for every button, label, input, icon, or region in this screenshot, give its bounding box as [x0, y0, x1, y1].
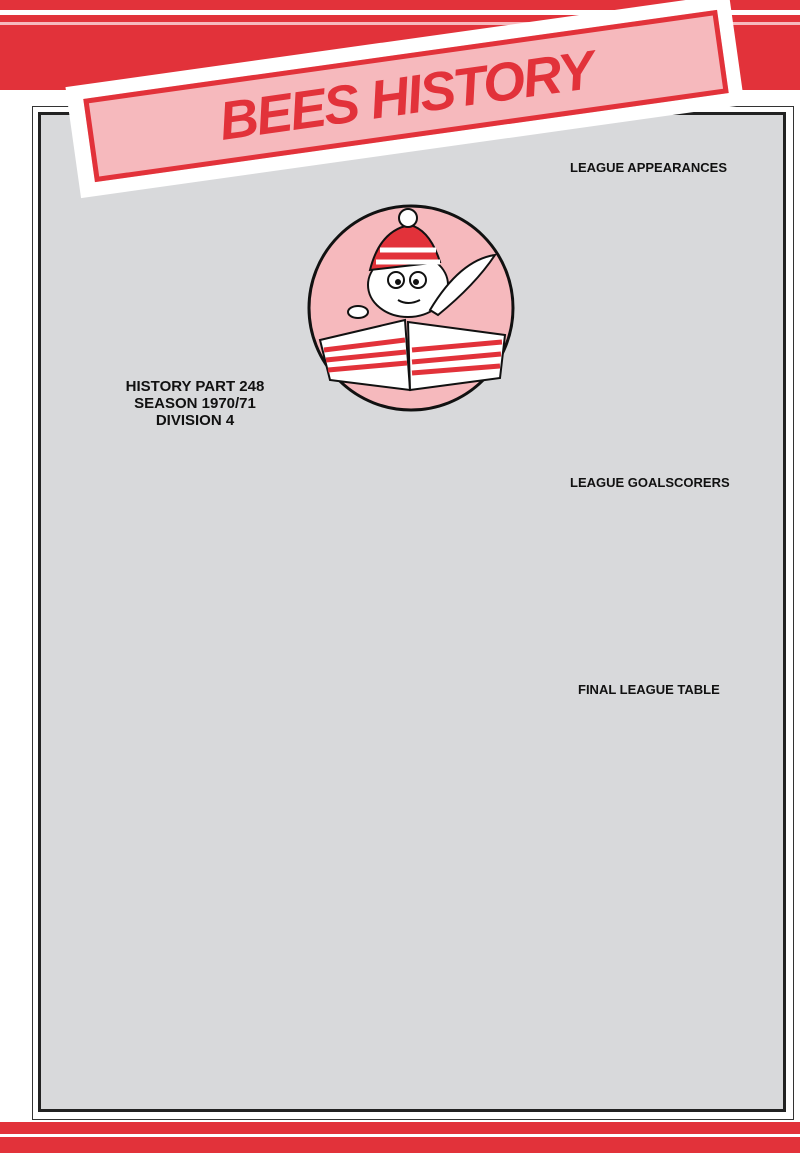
fixture-row [66, 464, 506, 476]
fixture-row [66, 960, 506, 972]
appearance-row [536, 395, 772, 411]
appearance-row [536, 270, 772, 286]
appearance-row [536, 364, 772, 380]
league-table-row [536, 838, 766, 854]
fixture-row [66, 876, 506, 888]
fixture-row [66, 1009, 506, 1021]
league-table-row [536, 1025, 766, 1041]
bottom-white-stripe [0, 1134, 800, 1137]
appearance-row [536, 239, 772, 255]
fixture-row [66, 827, 506, 839]
goalscorer-row [536, 662, 766, 678]
fixture-row [66, 646, 506, 658]
bee-mascot-reading-book-icon [300, 200, 522, 412]
appearance-row [536, 410, 772, 426]
goalscorer-row [536, 647, 766, 663]
league-table-row [536, 854, 766, 870]
league-table-row [536, 947, 766, 963]
appearance-row [536, 286, 772, 302]
history-season: SEASON 1970/71 [134, 395, 256, 412]
league-table-row [536, 885, 766, 901]
goalscorers-title: LEAGUE GOALSCORERS [570, 475, 730, 490]
fixture-row [66, 513, 506, 525]
league-table-row [536, 916, 766, 932]
appearance-row [536, 224, 772, 240]
league-table-row [536, 901, 766, 917]
fixture-row [66, 597, 506, 609]
history-part: HISTORY PART 248 [125, 378, 265, 395]
league-table-row [536, 870, 766, 886]
appearance-row [536, 208, 772, 224]
history-division: DIVISION 4 [155, 412, 235, 429]
fixture-row [66, 561, 506, 573]
fixture-row [66, 1033, 506, 1045]
goalscorer-row [536, 569, 766, 585]
league-table-row [536, 792, 766, 808]
fixture-row [66, 888, 506, 900]
league-table-title: FINAL LEAGUE TABLE [578, 682, 720, 697]
fixture-row [66, 1069, 506, 1081]
fixture-row [66, 1021, 506, 1033]
appearance-row [536, 457, 772, 473]
fixture-row [66, 706, 506, 718]
fixture-row [66, 997, 506, 1009]
league-table-row [536, 1041, 766, 1057]
fixture-row [66, 972, 506, 984]
fixture-row [66, 476, 506, 488]
goalscorer-row [536, 507, 766, 523]
appearance-row [536, 441, 772, 457]
fixture-row [66, 621, 506, 633]
fixture-row [66, 791, 506, 803]
league-table-row [536, 745, 766, 761]
fixture-row [66, 573, 506, 585]
fixture-row [66, 912, 506, 924]
fixture-row [66, 924, 506, 936]
fixture-row [66, 900, 506, 912]
fixture-row [66, 815, 506, 827]
fixture-row [66, 609, 506, 621]
appearance-row [536, 301, 772, 317]
goalscorer-row [536, 522, 766, 538]
fixture-row [66, 755, 506, 767]
fixture-row [66, 767, 506, 779]
bottom-red-band [0, 1122, 800, 1153]
fixture-row [66, 525, 506, 537]
fixture-row [66, 585, 506, 597]
appearance-row [536, 177, 772, 193]
fixture-row [66, 634, 506, 646]
appearance-row [536, 255, 772, 271]
league-table-row [536, 761, 766, 777]
league-table-row [536, 1009, 766, 1025]
goalscorer-row [536, 631, 766, 647]
goalscorer-row [536, 615, 766, 631]
league-table-row [536, 714, 766, 730]
fixture-row [66, 948, 506, 960]
banner-title: BEES HISTORY [215, 40, 597, 152]
history-heading [100, 378, 290, 429]
league-table-row [536, 932, 766, 948]
league-table-row [536, 963, 766, 979]
fixture-row [66, 779, 506, 791]
fixture-row [66, 658, 506, 670]
goalscorer-row [536, 553, 766, 569]
fixture-row [66, 1045, 506, 1057]
fixture-row [66, 488, 506, 500]
fixture-row [66, 730, 506, 742]
fixture-row [66, 742, 506, 754]
fixture-row [66, 694, 506, 706]
fixture-row [66, 851, 506, 863]
league-table-row [536, 776, 766, 792]
league-table-row [536, 994, 766, 1010]
league-table-row [536, 1072, 766, 1088]
league-table-row [536, 807, 766, 823]
fixture-row [66, 537, 506, 549]
fixture-row [66, 984, 506, 996]
fixture-row [66, 500, 506, 512]
fixture-row [66, 549, 506, 561]
league-table-row [536, 978, 766, 994]
fixture-row [66, 803, 506, 815]
fixture-row [66, 1057, 506, 1069]
appearance-row [536, 193, 772, 209]
appearance-row [536, 333, 772, 349]
goalscorer-row [536, 584, 766, 600]
fixture-row [66, 682, 506, 694]
goalscorer-row [536, 600, 766, 616]
league-table-row [536, 730, 766, 746]
appearances-title: LEAGUE APPEARANCES [570, 160, 727, 175]
appearance-row [536, 426, 772, 442]
league-table-row [536, 823, 766, 839]
appearance-row [536, 379, 772, 395]
fixture-row [66, 839, 506, 851]
appearance-row [536, 348, 772, 364]
appearance-row [536, 317, 772, 333]
fixture-row [66, 670, 506, 682]
goalscorer-row [536, 538, 766, 554]
league-table-row [536, 1056, 766, 1072]
fixture-row [66, 936, 506, 948]
fixture-row [66, 452, 506, 464]
fixture-row [66, 718, 506, 730]
goalscorer-row [536, 491, 766, 507]
fixture-row [66, 863, 506, 875]
